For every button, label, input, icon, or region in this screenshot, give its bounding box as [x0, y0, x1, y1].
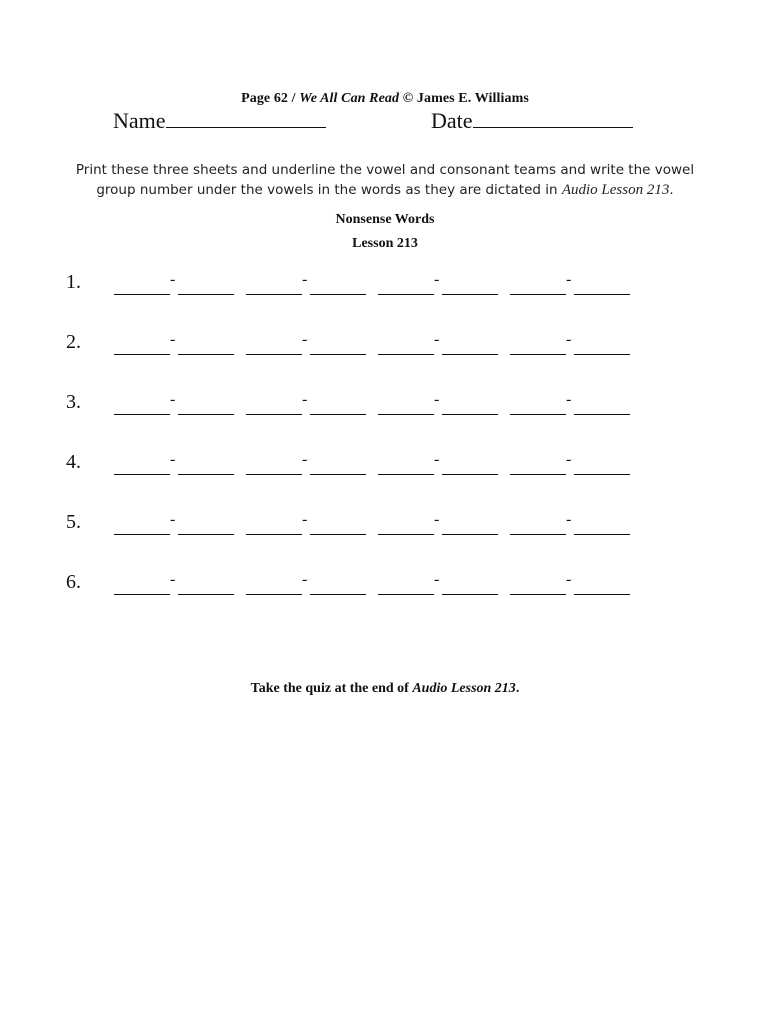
word-blank[interactable] [114, 451, 232, 475]
syllable-blank-left[interactable] [378, 474, 434, 475]
syllable-blank-left[interactable] [246, 534, 302, 535]
syllable-hyphen: - [302, 451, 308, 468]
word-blank[interactable] [114, 331, 232, 355]
syllable-blank-left[interactable] [510, 534, 566, 535]
syllable-blank-left[interactable] [114, 354, 170, 355]
syllable-blank-left[interactable] [510, 474, 566, 475]
syllable-blank-right[interactable] [574, 294, 630, 295]
syllable-blank-right[interactable] [442, 474, 498, 475]
word-blank[interactable] [510, 331, 628, 355]
syllable-hyphen: - [302, 271, 308, 288]
copyright-notice: © James E. Williams [399, 91, 529, 106]
syllable-blank-left[interactable] [510, 414, 566, 415]
syllable-blank-right[interactable] [310, 414, 366, 415]
word-blank[interactable] [246, 331, 364, 355]
word-blank[interactable] [510, 511, 628, 535]
syllable-hyphen: - [434, 451, 440, 468]
syllable-hyphen: - [302, 511, 308, 528]
date-label: Date [431, 108, 473, 133]
syllable-blank-left[interactable] [378, 354, 434, 355]
word-blank[interactable] [510, 451, 628, 475]
syllable-hyphen: - [170, 391, 176, 408]
syllable-blank-left[interactable] [114, 594, 170, 595]
word-blank[interactable] [246, 271, 364, 295]
instructions: Print these three sheets and underline the vowel and consonant teams and write the vowel group number under the vowels in the words as they are dictated in Audio Lesson 213. [75, 162, 695, 198]
syllable-hyphen: - [434, 511, 440, 528]
syllable-hyphen: - [566, 571, 572, 588]
word-blank[interactable] [378, 271, 496, 295]
word-blank[interactable] [510, 391, 628, 415]
instructions-text: Print these three sheets and underline the vowel and consonant teams and write the vowel group number under the vowels in the words as they are dictated in [75, 162, 695, 198]
syllable-blank-left[interactable] [114, 414, 170, 415]
syllable-hyphen: - [566, 391, 572, 408]
instructions-lesson-ref: Audio Lesson 213 [561, 182, 670, 198]
syllable-blank-right[interactable] [574, 354, 630, 355]
word-blank[interactable] [246, 571, 364, 595]
syllable-blank-left[interactable] [246, 594, 302, 595]
word-blank[interactable] [378, 451, 496, 475]
syllable-hyphen: - [434, 271, 440, 288]
syllable-blank-right[interactable] [178, 294, 234, 295]
word-blank[interactable] [114, 391, 232, 415]
syllable-hyphen: - [566, 511, 572, 528]
section-title: Nonsense Words [335, 212, 435, 227]
word-blank[interactable] [114, 271, 232, 295]
word-blank[interactable] [378, 331, 496, 355]
syllable-hyphen: - [434, 391, 440, 408]
syllable-hyphen: - [302, 391, 308, 408]
syllable-blank-left[interactable] [378, 534, 434, 535]
page-number: Page 62 / [241, 91, 300, 106]
syllable-blank-left[interactable] [114, 534, 170, 535]
syllable-hyphen: - [170, 451, 176, 468]
syllable-blank-right[interactable] [310, 294, 366, 295]
syllable-blank-right[interactable] [178, 354, 234, 355]
syllable-blank-right[interactable] [178, 414, 234, 415]
row-number: 4. [66, 451, 81, 473]
syllable-blank-left[interactable] [114, 294, 170, 295]
syllable-blank-right[interactable] [442, 354, 498, 355]
word-blank[interactable] [246, 391, 364, 415]
syllable-blank-left[interactable] [246, 354, 302, 355]
syllable-hyphen: - [170, 331, 176, 348]
syllable-hyphen: - [302, 571, 308, 588]
syllable-blank-right[interactable] [574, 594, 630, 595]
syllable-hyphen: - [434, 331, 440, 348]
page-header [0, 91, 770, 107]
word-blank[interactable] [378, 511, 496, 535]
syllable-blank-left[interactable] [378, 414, 434, 415]
row-number: 2. [66, 331, 81, 353]
syllable-blank-right[interactable] [442, 534, 498, 535]
syllable-blank-right[interactable] [574, 414, 630, 415]
section-lesson: Lesson 213 [352, 236, 418, 251]
syllable-blank-right[interactable] [442, 594, 498, 595]
date-field[interactable] [431, 108, 633, 134]
syllable-hyphen: - [566, 331, 572, 348]
syllable-blank-right[interactable] [574, 534, 630, 535]
footer-lesson-ref: Audio Lesson 213 [412, 681, 516, 696]
syllable-blank-right[interactable] [310, 534, 366, 535]
syllable-blank-left[interactable] [246, 414, 302, 415]
syllable-hyphen: - [566, 451, 572, 468]
row-number: 3. [66, 391, 81, 413]
syllable-blank-left[interactable] [378, 594, 434, 595]
syllable-blank-right[interactable] [310, 594, 366, 595]
name-label: Name [113, 108, 166, 133]
word-blank[interactable] [378, 391, 496, 415]
syllable-hyphen: - [434, 571, 440, 588]
syllable-blank-left[interactable] [510, 594, 566, 595]
syllable-hyphen: - [302, 331, 308, 348]
syllable-blank-left[interactable] [114, 474, 170, 475]
word-blank[interactable] [114, 511, 232, 535]
syllable-hyphen: - [566, 271, 572, 288]
footer-note: Take the quiz at the end of Audio Lesson 213. [250, 681, 520, 696]
syllable-blank-right[interactable] [178, 534, 234, 535]
row-number: 5. [66, 511, 81, 533]
syllable-hyphen: - [170, 271, 176, 288]
word-blank[interactable] [246, 511, 364, 535]
syllable-blank-right[interactable] [574, 474, 630, 475]
word-blank[interactable] [246, 451, 364, 475]
syllable-blank-left[interactable] [378, 294, 434, 295]
name-field[interactable] [113, 108, 326, 134]
syllable-blank-left[interactable] [246, 294, 302, 295]
word-blank[interactable] [114, 571, 232, 595]
syllable-hyphen: - [170, 511, 176, 528]
syllable-blank-left[interactable] [510, 294, 566, 295]
syllable-blank-left[interactable] [246, 474, 302, 475]
syllable-blank-right[interactable] [442, 294, 498, 295]
syllable-hyphen: - [170, 571, 176, 588]
syllable-blank-left[interactable] [510, 354, 566, 355]
syllable-blank-right[interactable] [178, 594, 234, 595]
syllable-blank-right[interactable] [310, 354, 366, 355]
date-line[interactable] [473, 109, 633, 128]
word-blank[interactable] [510, 271, 628, 295]
name-line[interactable] [166, 109, 326, 128]
row-number: 1. [66, 271, 81, 293]
syllable-blank-right[interactable] [442, 414, 498, 415]
word-blank[interactable] [378, 571, 496, 595]
row-number: 6. [66, 571, 81, 593]
book-title: We All Can Read [299, 91, 400, 106]
syllable-blank-right[interactable] [310, 474, 366, 475]
syllable-blank-right[interactable] [178, 474, 234, 475]
footer-text: Take the quiz at the end of [250, 681, 413, 696]
word-blank[interactable] [510, 571, 628, 595]
